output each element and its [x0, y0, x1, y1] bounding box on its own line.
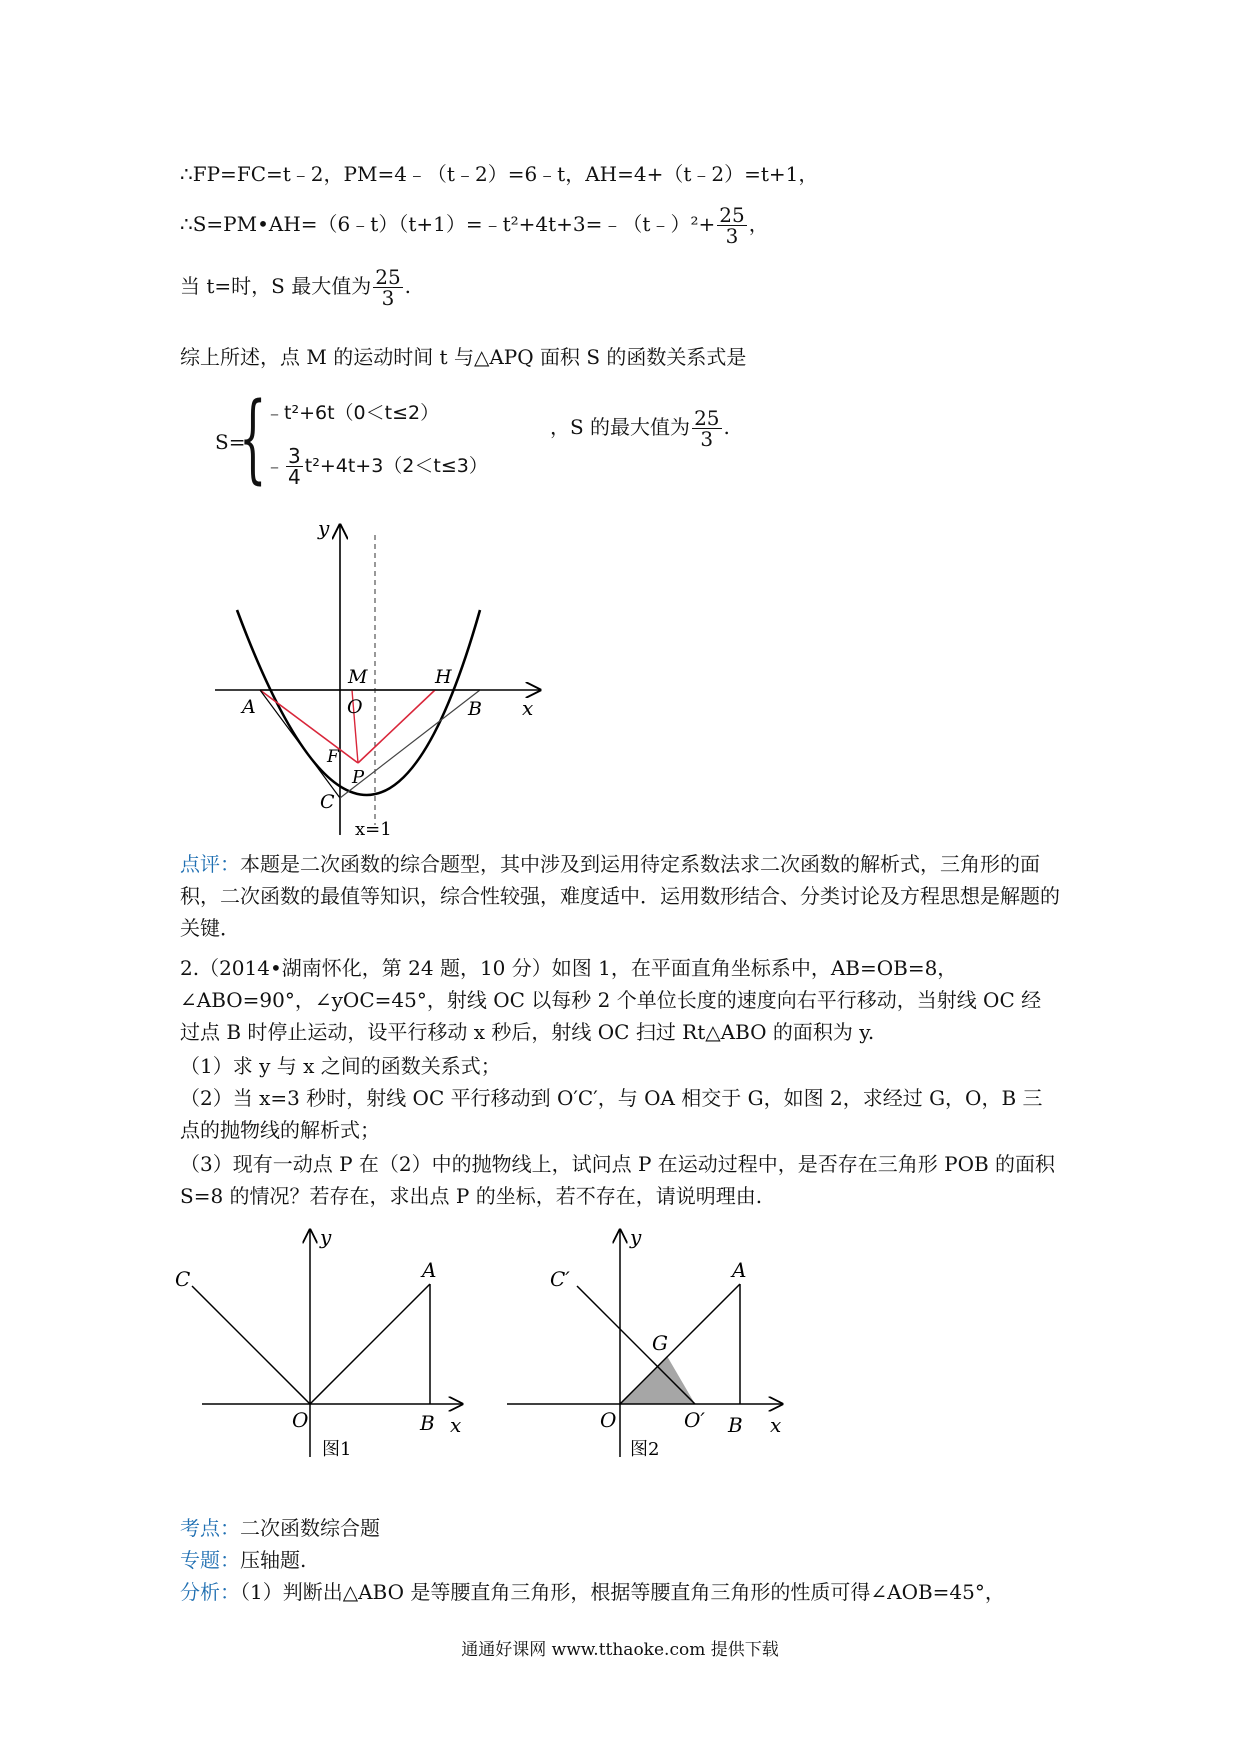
- figure-1: [170, 1222, 470, 1467]
- figure-2: [502, 1222, 792, 1467]
- piecewise-function: [215, 382, 1055, 500]
- fig1-line-oa: [310, 1284, 430, 1404]
- fig1-label-o: O: [292, 1408, 309, 1432]
- fig1-caption: 图1: [322, 1439, 352, 1460]
- fig1-label-y: y: [320, 1225, 332, 1249]
- piecewise-case-2: ﹣ $\frac{3}{4}$ t²+4t+3（2＜t≤3）: [265, 444, 488, 489]
- line-ac: [260, 690, 340, 798]
- fig2-label-b: B: [728, 1413, 743, 1437]
- summary-line: 综上所述，点 M 的运动时间 t 与△APQ 面积 S 的函数关系式是: [180, 345, 747, 369]
- fig1-label-x: x: [450, 1413, 462, 1437]
- fig2-label-c: C′: [550, 1267, 570, 1291]
- comment-label: 点评：: [180, 852, 240, 876]
- solution-line-2-prefix: ∴S=PM•AH=（6﹣t）（t+1）=﹣t²+4t+3=﹣（t﹣）²+: [180, 212, 716, 236]
- comment-text: 本题是二次函数的综合题型，其中涉及到运用待定系数法求二次函数的解析式，三角形的面积，二次函数的最值等知识，综合性较强，难度适中．运用数形结合、分类讨论及方程思想是解题的关键．: [180, 852, 1060, 940]
- comment-paragraph: [180, 848, 1060, 944]
- label-o: O: [347, 696, 363, 718]
- label-h: H: [435, 666, 452, 688]
- zhuanti-label: 专题：: [180, 1548, 240, 1572]
- problem-stem: 2.（2014•湖南怀化，第 24 题，10 分）如图 1，在平面直角坐标系中，AB=OB=8，∠ABO=90°，∠yOC=45°，射线 OC 以每秒 2 个单位长度的速度向右平行移动，当射线 OC 经过点 B 时停止运动，设平行移动 x 秒后，射线 OC 扫过 Rt△ABO 的面积为 y.: [180, 956, 1042, 1044]
- question-3: （3）现有一动点 P 在（2）中的抛物线上，试问点 P 在运动过程中，是否存在三角形 POB 的面积 S=8 的情况？若存在，求出点 P 的坐标，若不存在，请说明理由.: [180, 1152, 1056, 1208]
- fig2-label-o: O: [600, 1408, 617, 1432]
- question-2: （2）当 x=3 秒时，射线 OC 平行移动到 O′C′，与 OA 相交于 G，如图 2，求经过 G，O，B 三点的抛物线的解析式；: [180, 1086, 1043, 1142]
- label-f: F: [327, 747, 339, 767]
- fig2-label-o-prime: O′: [684, 1408, 705, 1432]
- solution-line-2: ∴S=PM•AH=（6﹣t）（t+1）=﹣t²+4t+3=﹣（t﹣）²+ $\frac{25}{3}$ ，: [180, 203, 769, 248]
- zhuanti-line: 专题：压轴题.: [180, 1548, 307, 1572]
- fraction-3-4: $\frac{3}{4}$: [288, 444, 301, 489]
- fraction-25-3-c: $\frac{25}{3}$: [694, 406, 720, 451]
- piecewise-case-1: ﹣t²+6t（0＜t≤2）: [265, 402, 440, 424]
- label-m: M: [348, 666, 368, 688]
- page-footer: 通通好课网 www.tthaoke.com 提供下载: [461, 1640, 779, 1660]
- label-y: y: [318, 516, 330, 540]
- label-a: A: [242, 696, 256, 718]
- fraction-25-3: $\frac{25}{3}$: [719, 203, 745, 248]
- max-value-text: ，S 的最大值为 $\frac{25}{3}$ .: [550, 406, 730, 451]
- red-line-ap: [260, 690, 358, 763]
- solution-line-1: ∴FP=FC=t﹣2，PM=4﹣（t﹣2）=6﹣t，AH=4+（t﹣2）=t+1，: [180, 162, 819, 186]
- label-b: B: [468, 698, 482, 720]
- piecewise-lhs: S=: [215, 430, 246, 454]
- fig1-label-a: A: [422, 1258, 437, 1282]
- fig2-label-x: x: [770, 1413, 782, 1437]
- question-1: （1）求 y 与 x 之间的函数关系式；: [180, 1054, 501, 1078]
- fenxi-label: 分析：: [180, 1580, 240, 1604]
- label-c: C: [320, 791, 335, 813]
- kaodian-label: 考点：: [180, 1516, 240, 1540]
- fig2-caption: 图2: [630, 1439, 660, 1460]
- fenxi-line: 分析：（1）判断出△ABO 是等腰直角三角形，根据等腰直角三角形的性质可得∠AOB=45°，: [180, 1580, 1005, 1604]
- fig2-shaded-region: [620, 1356, 695, 1404]
- fig1-label-c: C: [175, 1267, 191, 1291]
- fig2-label-y: y: [630, 1225, 642, 1249]
- solution-line-3-prefix: 当 t=时，S 最大值为: [180, 274, 372, 298]
- solution-line-3: 当 t=时，S 最大值为 $\frac{25}{3}$ .: [180, 265, 412, 310]
- fig2-label-g: G: [652, 1331, 668, 1355]
- fraction-25-3-b: $\frac{25}{3}$: [375, 265, 401, 310]
- fig1-ray-oc: [192, 1286, 310, 1404]
- fig2-ray-o2c2: [577, 1286, 695, 1404]
- brace-symbol: {: [239, 382, 267, 494]
- label-axis-of-symmetry: x=1: [355, 819, 392, 840]
- kaodian-line: 考点：二次函数综合题: [180, 1516, 380, 1540]
- label-x: x: [522, 696, 534, 720]
- parabola-graph: [210, 515, 550, 840]
- label-p: P: [352, 767, 365, 788]
- fig1-label-b: B: [420, 1411, 435, 1435]
- fig2-label-a: A: [732, 1258, 747, 1282]
